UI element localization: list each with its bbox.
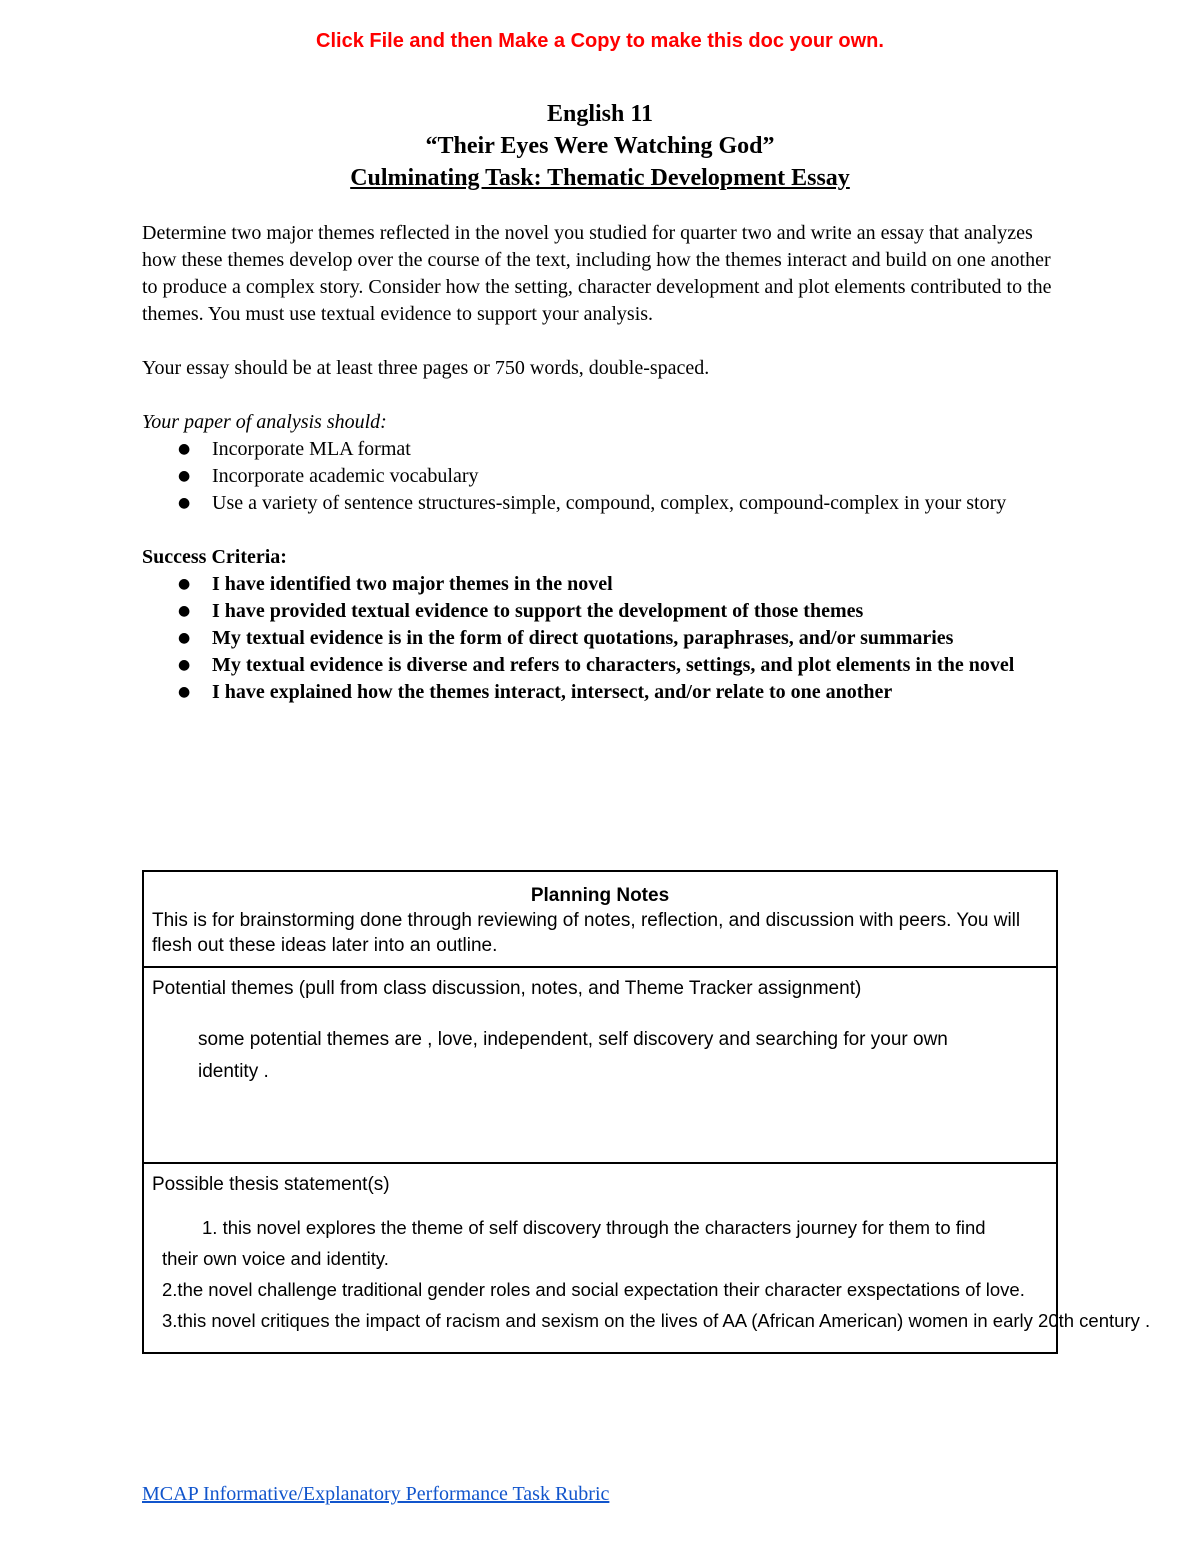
list-item: ● My textual evidence is in the form of direct quotations, paraphrases, and/or summaries: [212, 625, 1062, 652]
bullet-icon: ●: [178, 603, 191, 619]
list-item: ● Use a variety of sentence structures-simple, compound, complex, compound-complex in your story: [212, 490, 1062, 517]
bullet-icon: ●: [178, 657, 191, 673]
instructions-paragraph: Determine two major themes reflected in the novel you studied for quarter two and write an essay that analyzes how these themes develop over the course of the text, including how the themes interact and build on one another to produce a complex story. Consider how the setting, character development and plot elements contributed to the themes. You must use textual evidence to support your analysis.: [142, 222, 1052, 325]
bullet-icon: ●: [178, 684, 191, 700]
task-title: Culminating Task: Thematic Development Essay: [350, 165, 850, 191]
assignment-body: [142, 220, 1062, 733]
thesis-statements-cell[interactable]: [144, 1164, 1151, 1336]
list-item: ● I have identified two major themes in the novel: [212, 571, 1062, 598]
list-item: ● I have provided textual evidence to support the development of those themes: [212, 598, 1062, 625]
list-item: ● Incorporate MLA format: [212, 436, 1062, 463]
planning-notes-table: [142, 870, 1151, 1354]
document-header: [0, 98, 1200, 194]
potential-themes-prompt: Potential themes (pull from class discussion, notes, and Theme Tracker assignment): [152, 978, 862, 999]
thesis-line: 1. this novel explores the theme of self discovery through the characters journey for them to find: [202, 1217, 986, 1238]
planning-notes-title: Planning Notes: [530, 885, 670, 906]
bullet-icon: ●: [178, 495, 191, 511]
thesis-answers[interactable]: [162, 1212, 1190, 1336]
success-criteria-list: [142, 571, 1062, 706]
planning-notes-description: This is for brainstorming done through reviewing of notes, reflection, and discussion with peers. You will flesh out these ideas later into an outline.: [152, 910, 1021, 956]
bullet-icon: ●: [178, 441, 191, 457]
make-copy-notice: Click File and then Make a Copy to make this doc your own.: [316, 30, 884, 52]
bullet-icon: ●: [178, 630, 191, 646]
list-item: ● Incorporate academic vocabulary: [212, 463, 1062, 490]
thesis-line: 3.this novel critiques the impact of racism and sexism on the lives of AA (African American) women in early 20th century .: [162, 1310, 1151, 1331]
thesis-line: their own voice and identity.: [162, 1248, 389, 1269]
novel-title: “Their Eyes Were Watching God”: [425, 133, 775, 159]
list-item: ● My textual evidence is diverse and refers to characters, settings, and plot elements in the novel: [212, 652, 1062, 679]
planning-notes-header: [144, 872, 1056, 968]
potential-themes-cell[interactable]: [144, 968, 1056, 1164]
list-item: ● I have explained how the themes interact, intersect, and/or relate to one another: [212, 679, 1062, 706]
thesis-line: 2.the novel challenge traditional gender roles and social expectation their character exspectations of love.: [162, 1279, 1025, 1300]
bullet-icon: ●: [178, 468, 191, 484]
rubric-link[interactable]: MCAP Informative/Explanatory Performance Task Rubric: [142, 1483, 610, 1505]
success-criteria-heading: Success Criteria:: [142, 546, 287, 568]
thesis-prompt: Possible thesis statement(s): [152, 1174, 390, 1195]
analysis-list: [142, 436, 1062, 517]
analysis-heading: Your paper of analysis should:: [142, 411, 387, 433]
course-title: English 11: [546, 101, 654, 127]
potential-themes-answer[interactable]: some potential themes are , love, independent, self discovery and searching for your own identity .: [198, 1029, 948, 1082]
bullet-icon: ●: [178, 576, 191, 592]
length-requirement: Your essay should be at least three pages or 750 words, double-spaced.: [142, 357, 710, 379]
